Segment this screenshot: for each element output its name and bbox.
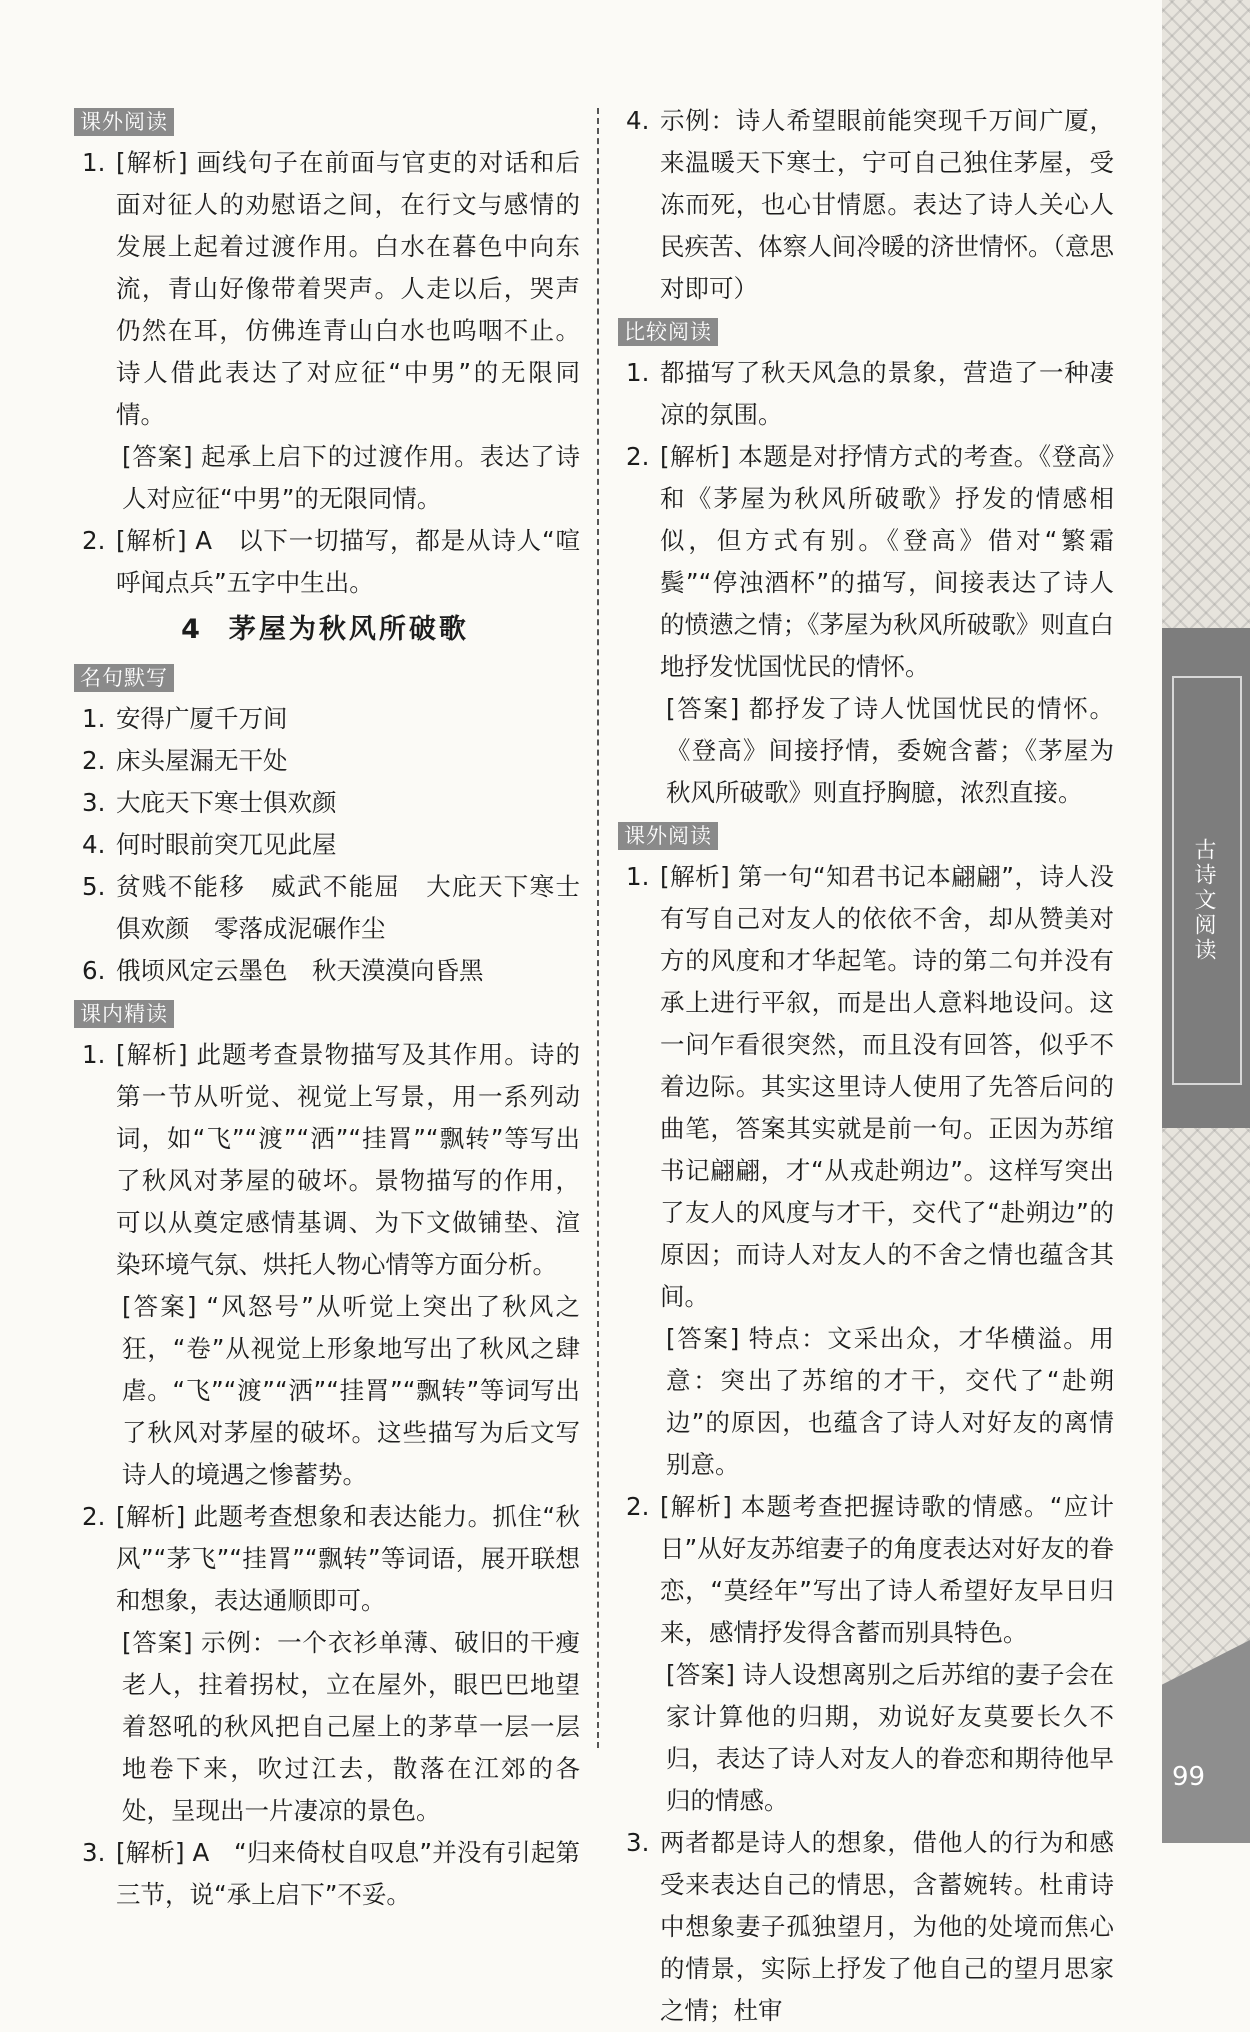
item-number: 6. bbox=[82, 956, 106, 985]
item-number: 2. bbox=[82, 746, 106, 775]
lesson-title bbox=[70, 604, 580, 656]
item-text: 都描写了秋天风急的景象，营造了一种凄凉的氛围。 bbox=[660, 358, 1114, 429]
answer-text: [答案] 都抒发了诗人忧国忧民的情怀。《登高》间接抒情，委婉含蓄；《茅屋为秋风所破歌》则直抒胸臆，浓烈直接。 bbox=[666, 694, 1114, 807]
section-heading: 课内精读 bbox=[74, 1000, 174, 1028]
item-number: 4. bbox=[626, 106, 650, 135]
item-number: 4. bbox=[82, 830, 106, 859]
list-item bbox=[70, 740, 580, 782]
item-number: 2. bbox=[626, 1492, 650, 1521]
item-text: 大庇天下寒士俱欢颜 bbox=[116, 788, 337, 817]
analysis-text: [解析] 此题考查想象和表达能力。抓住“秋风”“茅飞”“挂罥”“飘转”等词语，展开联想和想象，表达通顺即可。 bbox=[116, 1502, 580, 1615]
section-heading: 比较阅读 bbox=[618, 318, 718, 346]
item-number: 3. bbox=[82, 1838, 106, 1867]
item-number: 2. bbox=[82, 1502, 106, 1531]
item-text: 两者都是诗人的想象，借他人的行为和感受来表达自己的情思，含蓄婉转。杜甫诗中想象妻子孤独望月，为他的处境而焦心的情景，实际上抒发了他自己的望月思家之情；杜审 bbox=[660, 1828, 1114, 2025]
list-item bbox=[614, 436, 1114, 688]
right-column bbox=[614, 100, 1114, 2032]
list-item bbox=[70, 1034, 580, 1286]
list-item bbox=[70, 520, 580, 604]
analysis-text: [解析] 本题是对抒情方式的考查。《登高》和《茅屋为秋风所破歌》抒发的情感相似，但方式有别。《登高》借对“繁霜鬓”“停浊酒杯”的描写，间接表达了诗人的愤懑之情；《茅屋为秋风所破歌》则直白地抒发忧国忧民的情怀。 bbox=[660, 442, 1114, 681]
side-tab-label: 古诗文阅读 bbox=[1191, 838, 1216, 963]
list-item bbox=[614, 352, 1114, 436]
item-text: 俄顷风定云墨色 秋天漠漠向昏黑 bbox=[116, 956, 484, 985]
answer-text: [答案] 诗人设想离别之后苏绾的妻子会在家计算他的归期，劝说好友莫要长久不归，表达了诗人对友人的眷恋和期待他早归的情感。 bbox=[666, 1660, 1114, 1815]
analysis-text: [解析] A “归来倚杖自叹息”并没有引起第三节，说“承上启下”不妥。 bbox=[116, 1838, 580, 1909]
list-item bbox=[70, 1496, 580, 1622]
list-item bbox=[70, 782, 580, 824]
list-item bbox=[70, 698, 580, 740]
answer-text: [答案] 特点：文采出众，才华横溢。用意：突出了苏绾的才干，交代了“赴朔边”的原因，也蕴含了诗人对好友的离情别意。 bbox=[666, 1324, 1114, 1479]
section-heading: 名句默写 bbox=[74, 664, 174, 692]
list-item bbox=[70, 866, 580, 950]
item-number: 3. bbox=[626, 1828, 650, 1857]
answer-text: [答案] “风怒号”从听觉上突出了秋风之狂，“卷”从视觉上形象地写出了秋风之肆虐。“飞”“渡”“洒”“挂罥”“飘转”等词写出了秋风对茅屋的破坏。这些描写为后文写诗人的境遇之惨蓄势。 bbox=[122, 1292, 580, 1489]
item-number: 1. bbox=[82, 148, 106, 177]
list-item bbox=[614, 1486, 1114, 1654]
item-number: 2. bbox=[626, 442, 650, 471]
answer-text: [答案] 示例：一个衣衫单薄、破旧的干瘦老人，拄着拐杖，立在屋外，眼巴巴地望着怒吼的秋风把自己屋上的茅草一层一层地卷下来，吹过江去，散落在江郊的各处，呈现出一片凄凉的景色。 bbox=[122, 1628, 580, 1825]
item-number: 1. bbox=[626, 862, 650, 891]
list-item bbox=[70, 824, 580, 866]
analysis-text: [解析] 第一句“知君书记本翩翩”，诗人没有写自己对友人的依依不舍，却从赞美对方的风度和才华起笔。诗的第二句并没有承上进行平叙，而是出人意料地设问。这一问乍看很突然，而且没有回答，似乎不着边际。其实这里诗人使用了先答后问的曲笔，答案其实就是前一句。正因为苏绾书记翩翩，才“从戎赴朔边”。这样写突出了友人的风度与才干，交代了“赴朔边”的原因；而诗人对友人的不舍之情也蕴含其间。 bbox=[660, 862, 1114, 1311]
item-number: 1. bbox=[82, 1040, 106, 1069]
page-number: 99 bbox=[1172, 1762, 1206, 1792]
item-text: 示例：诗人希望眼前能突现千万间广厦，来温暖天下寒士，宁可自己独住茅屋，受冻而死，也心甘情愿。表达了诗人关心人民疾苦、体察人间冷暖的济世情怀。（意思对即可） bbox=[660, 106, 1114, 303]
item-text: 床头屋漏无干处 bbox=[116, 746, 288, 775]
item-text: 安得广厦千万间 bbox=[116, 704, 288, 733]
list-item bbox=[614, 100, 1114, 310]
item-text: 何时眼前突兀见此屋 bbox=[116, 830, 337, 859]
column-divider bbox=[597, 108, 599, 1748]
list-item bbox=[614, 1822, 1114, 2032]
item-number: 5. bbox=[82, 872, 106, 901]
section-heading: 课外阅读 bbox=[74, 108, 174, 136]
list-item bbox=[70, 142, 580, 436]
list-item bbox=[614, 856, 1114, 1318]
analysis-text: [解析] 此题考查景物描写及其作用。诗的第一节从听觉、视觉上写景，用一系列动词，如“飞”“渡”“洒”“挂罥”“飘转”等写出了秋风对茅屋的破坏。景物描写的作用，可以从奠定感情基调、为下文做铺垫、渲染环境气氛、烘托人物心情等方面分析。 bbox=[116, 1040, 580, 1279]
item-number: 1. bbox=[82, 704, 106, 733]
section-heading: 课外阅读 bbox=[618, 822, 718, 850]
lesson-title-text: 茅屋为秋风所破歌 bbox=[228, 614, 469, 645]
item-number: 3. bbox=[82, 788, 106, 817]
left-column bbox=[70, 100, 580, 1916]
list-item bbox=[70, 950, 580, 992]
list-item bbox=[70, 1832, 580, 1916]
lesson-number: 4 bbox=[181, 614, 203, 645]
analysis-text: [解析] A 以下一切描写，都是从诗人“喧呼闻点兵”五字中生出。 bbox=[116, 526, 580, 597]
answer-text: [答案] 起承上启下的过渡作用。表达了诗人对应征“中男”的无限同情。 bbox=[122, 442, 580, 513]
analysis-text: [解析] 本题考查把握诗歌的情感。“应计日”从好友苏绾妻子的角度表达对好友的眷恋，“莫经年”写出了诗人希望好友早日归来，感情抒发得含蓄而别具特色。 bbox=[660, 1492, 1114, 1647]
item-text: 贫贱不能移 威武不能屈 大庇天下寒士俱欢颜 零落成泥碾作尘 bbox=[116, 872, 580, 943]
item-number: 2. bbox=[82, 526, 106, 555]
analysis-text: [解析] 画线句子在前面与官吏的对话和后面对征人的劝慰语之间，在行文与感情的发展上起着过渡作用。白水在暮色中向东流，青山好像带着哭声。人走以后，哭声仍然在耳，仿佛连青山白水也呜咽不止。诗人借此表达了对应征“中男”的无限同情。 bbox=[116, 148, 580, 429]
item-number: 1. bbox=[626, 358, 650, 387]
